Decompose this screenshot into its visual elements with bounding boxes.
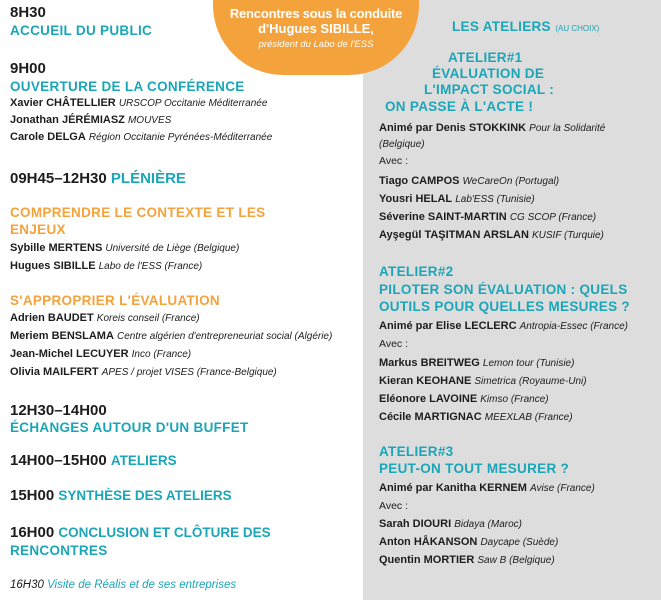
time-ateliers: 14H00–15H00 ATELIERS bbox=[10, 452, 177, 469]
ateliers-title: LES ATELIERS (AU CHOIX) bbox=[452, 19, 600, 34]
atelier2-number: ATELIER#2 bbox=[379, 264, 454, 279]
atelier1-host-country: (Belgique) bbox=[379, 139, 425, 150]
atelier2-participant: Kieran KEOHANE Simetrica (Royaume-Uni) bbox=[379, 375, 587, 387]
time-buffet: 12H30–14H00 bbox=[10, 402, 107, 419]
atelier3-title: PEUT-ON TOUT MESURER ? bbox=[379, 461, 570, 476]
visit-label: Visite de Réalis et de ses entreprises bbox=[47, 579, 237, 591]
atelier2-participant: Markus BREITWEG Lemon tour (Tunisie) bbox=[379, 357, 575, 369]
atelier2-host: Animé par Elise LECLERC Antropia-Essec (France) bbox=[379, 320, 628, 332]
atelier1-title-2: L'IMPACT SOCIAL : bbox=[424, 82, 555, 97]
opening-speaker: Xavier CHÂTELLIER URSCOP Occitanie Méditerranée bbox=[10, 97, 268, 109]
conclusion-label: CONCLUSION ET CLÔTURE DES bbox=[58, 525, 271, 540]
eval-speaker: Meriem BENSLAMA Centre algérien d'entrepreneuriat social (Algérie) bbox=[10, 330, 333, 342]
time-0830: 8H30 bbox=[10, 4, 46, 21]
eval-speaker: Olivia MAILFERT APES / projet VISES (France-Belgique) bbox=[10, 366, 277, 378]
atelier1-participant: Yousri HELAL Lab'ESS (Tunisie) bbox=[379, 193, 535, 205]
atelier3-participant: Anton HÅKANSON Daycape (Suède) bbox=[379, 536, 559, 548]
ateliers-label: ATELIERS bbox=[110, 453, 177, 468]
context-speaker: Hugues SIBILLE Labo de l'ESS (France) bbox=[10, 260, 203, 272]
time-plenary: 09H45–12H30 PLÉNIÈRE bbox=[10, 170, 186, 187]
banner-line-1: Rencontres sous la conduite bbox=[229, 6, 403, 21]
eval-title: S'APPROPRIER L'ÉVALUATION bbox=[10, 293, 220, 308]
atelier2-title-1: PILOTER SON ÉVALUATION : QUELS bbox=[379, 282, 628, 297]
time-0900: 9H00 bbox=[10, 60, 46, 77]
atelier3-with: Avec : bbox=[379, 500, 408, 512]
atelier2-participant: Cécile MARTIGNAC MEEXLAB (France) bbox=[379, 411, 573, 423]
ouverture-label: OUVERTURE DE LA CONFÉRENCE bbox=[10, 79, 245, 94]
atelier3-number: ATELIER#3 bbox=[379, 444, 454, 459]
atelier2-title-2: OUTILS POUR QUELLES MESURES ? bbox=[379, 299, 630, 314]
synthese-label: SYNTHÈSE DES ATELIERS bbox=[58, 488, 232, 503]
atelier2-with: Avec : bbox=[379, 338, 408, 350]
banner-line-3: président du Labo de l'ESS bbox=[258, 39, 374, 50]
atelier1-title-1: ÉVALUATION DE bbox=[432, 66, 545, 81]
opening-speaker: Jonathan JÉRÉMIASZ MOUVES bbox=[10, 114, 172, 126]
opening-speaker: Carole DELGA Région Occitanie Pyrénées-Méditerranée bbox=[10, 131, 273, 143]
buffet-label: ÉCHANGES AUTOUR D'UN BUFFET bbox=[10, 420, 249, 435]
atelier1-participant: Ayşegül TAŞITMAN ARSLAN KUSIF (Turquie) bbox=[379, 229, 604, 241]
atelier2-participant: Eléonore LAVOINE Kimso (France) bbox=[379, 393, 549, 405]
atelier1-participant: Tiago CAMPOS WeCareOn (Portugal) bbox=[379, 175, 560, 187]
visit-line: 16H30 Visite de Réalis et de ses entreprises bbox=[10, 579, 237, 591]
eval-speaker: Adrien BAUDET Koreis conseil (France) bbox=[10, 312, 200, 324]
time-conclusion: 16H00 CONCLUSION ET CLÔTURE DES bbox=[10, 524, 271, 541]
atelier1-number: ATELIER#1 bbox=[448, 50, 523, 65]
eval-speaker: Jean-Michel LECUYER Inco (France) bbox=[10, 348, 192, 360]
accueil-label: ACCUEIL DU PUBLIC bbox=[10, 23, 153, 38]
atelier1-with: Avec : bbox=[379, 155, 408, 167]
atelier3-participant: Quentin MORTIER Saw B (Belgique) bbox=[379, 554, 555, 566]
context-speaker: Sybille MERTENS Université de Liège (Belgique) bbox=[10, 242, 240, 254]
atelier1-title-3: ON PASSE À L'ACTE ! bbox=[385, 99, 534, 114]
atelier3-participant: Sarah DIOURI Bidaya (Maroc) bbox=[379, 518, 523, 530]
atelier3-host: Animé par Kanitha KERNEM Avise (France) bbox=[379, 482, 595, 494]
conclusion-label-2: RENCONTRES bbox=[10, 543, 108, 558]
context-title-2: ENJEUX bbox=[10, 222, 66, 237]
time-synthese: 15H00 SYNTHÈSE DES ATELIERS bbox=[10, 487, 232, 504]
atelier1-host: Animé par Denis STOKKINK Pour la Solidarité bbox=[379, 122, 606, 134]
atelier1-participant: Séverine SAINT-MARTIN CG SCOP (France) bbox=[379, 211, 597, 223]
pleniere-label: PLÉNIÈRE bbox=[110, 170, 186, 187]
context-title: COMPRENDRE LE CONTEXTE ET LES bbox=[10, 205, 266, 220]
banner-line-2: d'Hugues SIBILLE, bbox=[258, 21, 374, 36]
